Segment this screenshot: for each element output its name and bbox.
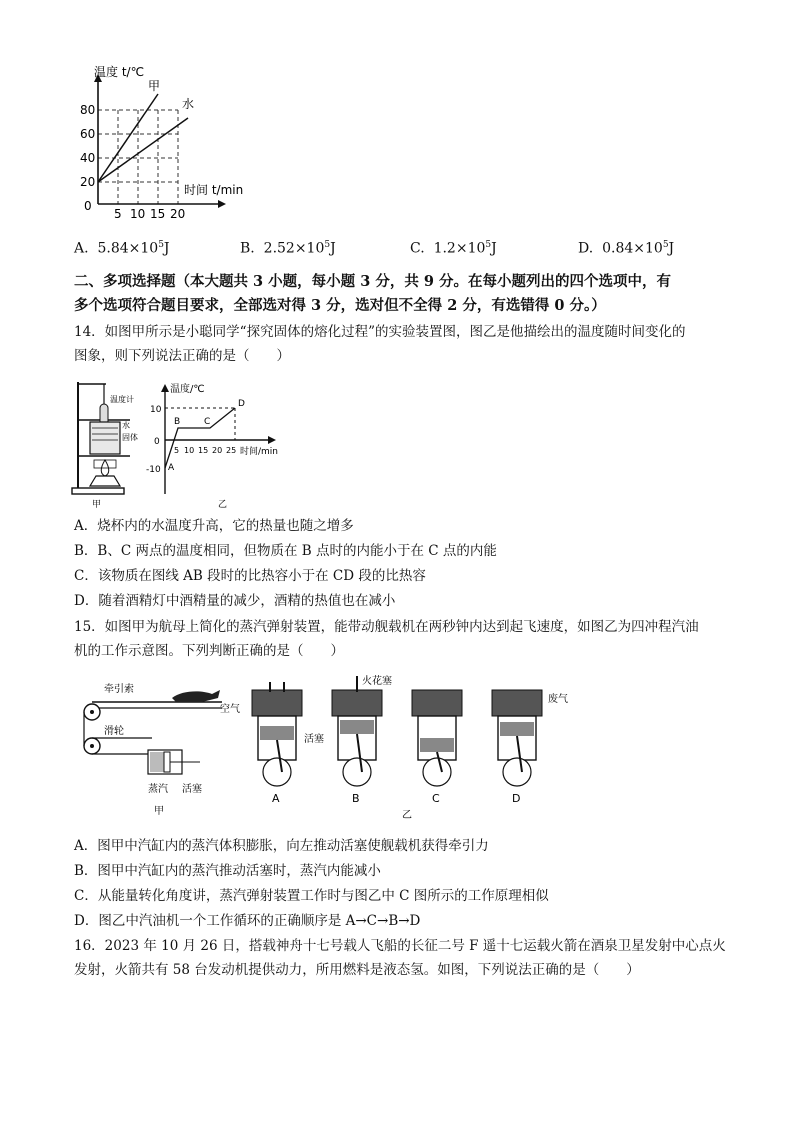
q13-option-c[interactable]: C. $1.2\times 10^5J$: [410, 240, 497, 257]
q13-option-d[interactable]: D. $0.84\times 10^5J$: [578, 240, 675, 257]
x-tick-25: 25: [226, 446, 237, 455]
point-a: A: [168, 463, 175, 473]
q13-temperature-graph: [70, 62, 280, 222]
label-exhaust: 废气: [548, 694, 568, 705]
engine-label-a: A: [272, 792, 280, 805]
q16-stem-line2: 发射，火箭共有 58 台发动机提供动力，所用燃料是液态氢。如图，下列说法正确的是（ ）: [74, 962, 640, 978]
engine-label-c: C: [432, 792, 440, 805]
section2-heading-line1: 二、多项选择题（本大题共 3 小题，每小题 3 分，共 9 分。在每小题列出的四个选项中，有: [74, 273, 672, 290]
q14-option-d[interactable]: D．随着酒精灯中酒精量的减少，酒精的热值也在减小: [74, 593, 396, 609]
line-jia-label: 甲: [148, 79, 161, 93]
label-steam: 蒸汽: [148, 784, 168, 795]
origin-label: 0: [84, 199, 92, 213]
label-solid: 固体: [122, 433, 138, 442]
caption-yi: 乙: [402, 810, 412, 821]
q14-option-c[interactable]: C．该物质在图线 AB 段时的比热容小于在 CD 段的比热容: [74, 568, 426, 584]
q15-option-d[interactable]: D．图乙中汽油机一个工作循环的正确顺序是 A→C→B→D: [74, 913, 421, 929]
label-rope: 牵引索: [104, 684, 134, 695]
y-tick-10: 10: [150, 405, 162, 415]
y-tick-20: 20: [80, 175, 96, 189]
x-axis-label: 时间 t/min: [184, 183, 244, 197]
y-tick-60: 60: [80, 127, 96, 141]
label-pulley: 滑轮: [104, 726, 124, 737]
x-tick-10: 10: [184, 446, 195, 455]
x-tick-20: 20: [170, 207, 186, 221]
x-tick-5: 5: [174, 446, 180, 455]
label-spark-plug: 火花塞: [362, 676, 392, 687]
label-piston: 活塞: [182, 784, 202, 795]
q15-stem-line2: 机的工作示意图。下列判断正确的是（ ）: [74, 643, 344, 659]
q14-temperature-graph: [140, 376, 310, 510]
engine-b: [332, 676, 382, 786]
y-tick-0: 0: [154, 437, 160, 447]
q15-engine-figure: [212, 672, 592, 822]
y-axis-label: 温度 t/℃: [94, 65, 145, 79]
y-tick-neg10: -10: [146, 465, 161, 475]
point-b: B: [174, 417, 181, 427]
q15-option-b[interactable]: B．图甲中汽缸内的蒸汽推动活塞时，蒸汽内能减小: [74, 863, 381, 879]
caption-jia: 甲: [92, 500, 102, 510]
x-axis-label: 时间/min: [240, 447, 279, 457]
engine-c: [412, 690, 462, 786]
y-axis-label: 温度/℃: [170, 384, 205, 395]
line-shui-label: 水: [182, 97, 195, 111]
label-water: 水: [122, 421, 130, 430]
point-d: D: [238, 399, 245, 409]
engine-d: [492, 690, 542, 786]
q13-option-b[interactable]: B. $2.52\times 10^5J$: [240, 240, 336, 257]
engine-a: [252, 682, 302, 786]
q14-option-a[interactable]: A．烧杯内的水温度升高，它的热量也随之增多: [74, 518, 354, 534]
q15-option-c[interactable]: C．从能量转化角度讲，蒸汽弹射装置工作时与图乙中 C 图所示的工作原理相似: [74, 888, 549, 904]
label-air: 空气: [220, 704, 240, 715]
q15-option-a[interactable]: A．图甲中汽缸内的蒸汽体积膨胀，向左推动活塞使舰载机获得牵引力: [74, 838, 489, 854]
y-tick-40: 40: [80, 151, 96, 165]
y-tick-80: 80: [80, 103, 96, 117]
x-tick-10: 10: [130, 207, 146, 221]
x-tick-5: 5: [114, 207, 122, 221]
line-shui: [98, 118, 188, 182]
line-jia: [98, 94, 158, 182]
caption-jia: 甲: [154, 806, 164, 817]
label-piston: 活塞: [304, 734, 324, 745]
x-tick-15: 15: [150, 207, 166, 221]
caption-yi: 乙: [218, 500, 228, 510]
q16-stem-line1: 16．2023 年 10 月 26 日，搭载神舟十七号载人飞船的长征二号 F 遥十七运载火箭在酒泉卫星发射中心点火: [74, 938, 726, 954]
x-tick-15: 15: [198, 446, 209, 455]
q13-option-a[interactable]: A. $5.84\times 10^5J$: [74, 240, 170, 257]
q14-option-b[interactable]: B．B、C 两点的温度相同，但物质在 B 点时的内能小于在 C 点的内能: [74, 543, 497, 559]
q14-stem-line2: 图象，则下列说法正确的是（ ）: [74, 348, 290, 364]
label-thermometer: 温度计: [110, 395, 134, 404]
q15-stem-line1: 15．如图甲为航母上简化的蒸汽弹射装置，能带动舰载机在两秒钟内达到起飞速度，如图乙为四冲程汽油: [74, 619, 699, 635]
x-tick-20: 20: [212, 446, 223, 455]
section2-heading-line2: 多个选项符合题目要求，全部选对得 3 分，选对但不全得 2 分，有选错得 0 分。）: [74, 297, 606, 314]
engine-label-b: B: [352, 792, 360, 805]
engine-label-d: D: [512, 792, 521, 805]
point-c: C: [204, 417, 211, 427]
q14-stem-line1: 14．如图甲所示是小聪同学“探究固体的熔化过程”的实验装置图，图乙是他描绘出的温度随时间变化的: [74, 324, 686, 340]
